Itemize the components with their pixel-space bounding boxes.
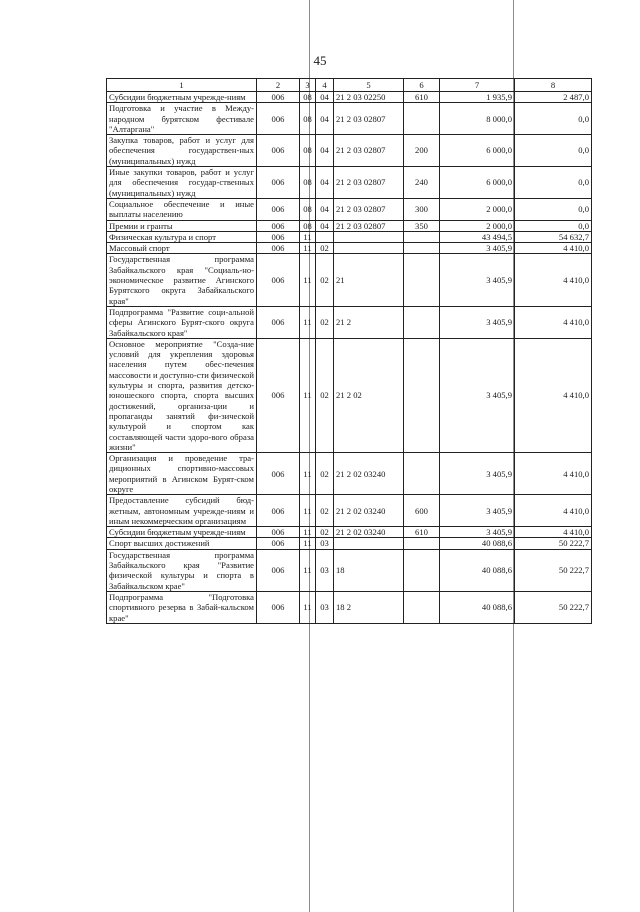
amount-year-2: 0,0 <box>515 198 592 220</box>
table-row <box>107 549 592 591</box>
admin-code: 006 <box>257 254 300 306</box>
subsection-code: 02 <box>316 243 334 254</box>
table-row <box>107 495 592 527</box>
amount-year-1: 40 088,6 <box>440 591 515 623</box>
subsection-code: 02 <box>316 495 334 527</box>
admin-code: 006 <box>257 591 300 623</box>
admin-code: 006 <box>257 167 300 199</box>
amount-year-2: 4 410,0 <box>515 453 592 495</box>
subsection-code: 03 <box>316 549 334 591</box>
amount-year-1: 40 088,6 <box>440 538 515 549</box>
row-name: Закупка товаров, работ и услуг для обеспечения государствен-ных (муниципальных) нужд <box>107 135 257 167</box>
table-row <box>107 453 592 495</box>
table-row <box>107 591 592 623</box>
table-row <box>107 306 592 338</box>
expense-type: 610 <box>404 92 440 103</box>
target-article: 21 2 03 02807 <box>334 103 404 135</box>
section-code: 11 <box>300 527 316 538</box>
section-code: 11 <box>300 243 316 254</box>
amount-year-1: 6 000,0 <box>440 167 515 199</box>
table-row <box>107 167 592 199</box>
admin-code: 006 <box>257 198 300 220</box>
target-article <box>334 538 404 549</box>
amount-year-2: 0,0 <box>515 135 592 167</box>
row-name: Массовый спорт <box>107 243 257 254</box>
subsection-code: 02 <box>316 527 334 538</box>
column-header-5: 5 <box>334 79 404 92</box>
expense-type: 240 <box>404 167 440 199</box>
row-name: Иные закупки товаров, работ и услуг для обеспечения государ-ственных (муниципальных) нужд <box>107 167 257 199</box>
expense-type <box>404 231 440 242</box>
row-name: Подпрограмма "Подготовка спортивного резерва в Забай-кальском крае" <box>107 591 257 623</box>
expense-type <box>404 306 440 338</box>
amount-year-1: 2 000,0 <box>440 198 515 220</box>
amount-year-1: 6 000,0 <box>440 135 515 167</box>
amount-year-2: 54 632,7 <box>515 231 592 242</box>
amount-year-2: 50 222,7 <box>515 538 592 549</box>
subsection-code: 04 <box>316 198 334 220</box>
admin-code: 006 <box>257 243 300 254</box>
row-name: Подготовка и участие в Между-народном бурятском фестивале "Алтаргана" <box>107 103 257 135</box>
expense-type <box>404 549 440 591</box>
admin-code: 006 <box>257 453 300 495</box>
subsection-code: 03 <box>316 538 334 549</box>
target-article: 21 2 03 02250 <box>334 92 404 103</box>
expense-type <box>404 338 440 452</box>
table-row <box>107 220 592 231</box>
admin-code: 006 <box>257 135 300 167</box>
target-article: 18 <box>334 549 404 591</box>
row-name: Государственная программа Забайкальского края "Социаль-но-экономическое развитие Агинского Бурятского округа Забайкальского края" <box>107 254 257 306</box>
table-row <box>107 231 592 242</box>
admin-code: 006 <box>257 338 300 452</box>
amount-year-2: 2 487,0 <box>515 92 592 103</box>
target-article: 21 2 <box>334 306 404 338</box>
column-header-3: 3 <box>300 79 316 92</box>
expense-type: 300 <box>404 198 440 220</box>
section-code: 11 <box>300 495 316 527</box>
row-name: Основное мероприятие "Созда-ние условий для укрепления здоровья населения путем обес-печения массовости и доступно-сти физической культуры и спорта, развития детско-юношеского спорта, спорта высших достижений, организа-ции и пропаганды занятий фи-зической культурой и спортом как составляющей части здоро-вого образа жизни" <box>107 338 257 452</box>
amount-year-1: 3 405,9 <box>440 495 515 527</box>
section-code: 11 <box>300 254 316 306</box>
expense-type <box>404 254 440 306</box>
table-row <box>107 254 592 306</box>
amount-year-1: 3 405,9 <box>440 306 515 338</box>
amount-year-1: 2 000,0 <box>440 220 515 231</box>
row-name: Предоставление субсидий бюд-жетным, автономным учрежде-ниям и иным некоммерческим организациям <box>107 495 257 527</box>
section-code: 08 <box>300 220 316 231</box>
target-article: 21 2 03 02807 <box>334 220 404 231</box>
section-code: 11 <box>300 231 316 242</box>
column-header-7: 7 <box>440 79 515 92</box>
table-row <box>107 243 592 254</box>
target-article: 21 2 03 02807 <box>334 167 404 199</box>
section-code: 08 <box>300 135 316 167</box>
section-code: 11 <box>300 453 316 495</box>
subsection-code: 02 <box>316 254 334 306</box>
expense-type <box>404 591 440 623</box>
target-article: 21 <box>334 254 404 306</box>
row-name: Подпрограмма "Развитие соци-альной сферы Агинского Бурят-ского округа Забайкальского края" <box>107 306 257 338</box>
admin-code: 006 <box>257 231 300 242</box>
subsection-code: 04 <box>316 92 334 103</box>
expense-type: 350 <box>404 220 440 231</box>
subsection-code: 03 <box>316 591 334 623</box>
amount-year-2: 50 222,7 <box>515 591 592 623</box>
subsection-code: 02 <box>316 338 334 452</box>
amount-year-2: 0,0 <box>515 167 592 199</box>
target-article <box>334 231 404 242</box>
row-name: Премии и гранты <box>107 220 257 231</box>
row-name: Организация и проведение тра-диционных спортивно-массовых мероприятий в Агинском Бурят-ском округе <box>107 453 257 495</box>
section-code: 08 <box>300 198 316 220</box>
column-header-1: 1 <box>107 79 257 92</box>
admin-code: 006 <box>257 549 300 591</box>
page-number: 45 <box>313 53 327 68</box>
subsection-code: 04 <box>316 167 334 199</box>
expense-type <box>404 103 440 135</box>
subsection-code: 04 <box>316 135 334 167</box>
table-row <box>107 92 592 103</box>
amount-year-2: 4 410,0 <box>515 243 592 254</box>
table-header <box>107 79 592 92</box>
row-name: Физическая культура и спорт <box>107 231 257 242</box>
section-code: 11 <box>300 306 316 338</box>
expense-type <box>404 538 440 549</box>
target-article: 21 2 02 03240 <box>334 495 404 527</box>
target-article: 21 2 02 <box>334 338 404 452</box>
target-article <box>334 243 404 254</box>
amount-year-1: 40 088,6 <box>440 549 515 591</box>
section-code: 08 <box>300 92 316 103</box>
budget-table <box>106 78 592 624</box>
column-header-6: 6 <box>404 79 440 92</box>
row-name: Социальное обеспечение и иные выплаты населению <box>107 198 257 220</box>
amount-year-2: 0,0 <box>515 220 592 231</box>
column-header-4: 4 <box>316 79 334 92</box>
admin-code: 006 <box>257 92 300 103</box>
target-article: 21 2 03 02807 <box>334 198 404 220</box>
subsection-code <box>316 231 334 242</box>
table-row <box>107 135 592 167</box>
expense-type: 600 <box>404 495 440 527</box>
section-code: 11 <box>300 538 316 549</box>
expense-type: 200 <box>404 135 440 167</box>
section-code: 11 <box>300 591 316 623</box>
amount-year-1: 3 405,9 <box>440 338 515 452</box>
amount-year-1: 3 405,9 <box>440 243 515 254</box>
row-name: Субсидии бюджетным учрежде-ниям <box>107 92 257 103</box>
amount-year-2: 4 410,0 <box>515 527 592 538</box>
target-article: 18 2 <box>334 591 404 623</box>
section-code: 08 <box>300 167 316 199</box>
admin-code: 006 <box>257 538 300 549</box>
section-code: 11 <box>300 549 316 591</box>
expense-type <box>404 453 440 495</box>
table-row <box>107 538 592 549</box>
amount-year-2: 4 410,0 <box>515 338 592 452</box>
table-row <box>107 338 592 452</box>
row-name: Государственная программа Забайкальского края "Развитие физической культуры и спорта в Забайкальском крае" <box>107 549 257 591</box>
amount-year-1: 3 405,9 <box>440 453 515 495</box>
admin-code: 006 <box>257 527 300 538</box>
table-row <box>107 527 592 538</box>
subsection-code: 02 <box>316 306 334 338</box>
target-article: 21 2 02 03240 <box>334 527 404 538</box>
amount-year-1: 3 405,9 <box>440 254 515 306</box>
header-row <box>107 79 592 92</box>
admin-code: 006 <box>257 220 300 231</box>
row-name: Субсидии бюджетным учрежде-ниям <box>107 527 257 538</box>
column-header-2: 2 <box>257 79 300 92</box>
admin-code: 006 <box>257 495 300 527</box>
section-code: 11 <box>300 338 316 452</box>
amount-year-1: 3 405,9 <box>440 527 515 538</box>
target-article: 21 2 02 03240 <box>334 453 404 495</box>
amount-year-1: 8 000,0 <box>440 103 515 135</box>
table-body <box>107 92 592 624</box>
amount-year-2: 50 222,7 <box>515 549 592 591</box>
table-row <box>107 103 592 135</box>
amount-year-2: 0,0 <box>515 103 592 135</box>
admin-code: 006 <box>257 103 300 135</box>
amount-year-1: 43 494,5 <box>440 231 515 242</box>
amount-year-2: 4 410,0 <box>515 495 592 527</box>
table-row <box>107 198 592 220</box>
expense-type <box>404 243 440 254</box>
amount-year-2: 4 410,0 <box>515 254 592 306</box>
target-article: 21 2 03 02807 <box>334 135 404 167</box>
admin-code: 006 <box>257 306 300 338</box>
amount-year-1: 1 935,9 <box>440 92 515 103</box>
row-name: Спорт высших достижений <box>107 538 257 549</box>
expense-type: 610 <box>404 527 440 538</box>
subsection-code: 04 <box>316 220 334 231</box>
subsection-code: 04 <box>316 103 334 135</box>
subsection-code: 02 <box>316 453 334 495</box>
column-header-8: 8 <box>515 79 592 92</box>
section-code: 08 <box>300 103 316 135</box>
amount-year-2: 4 410,0 <box>515 306 592 338</box>
